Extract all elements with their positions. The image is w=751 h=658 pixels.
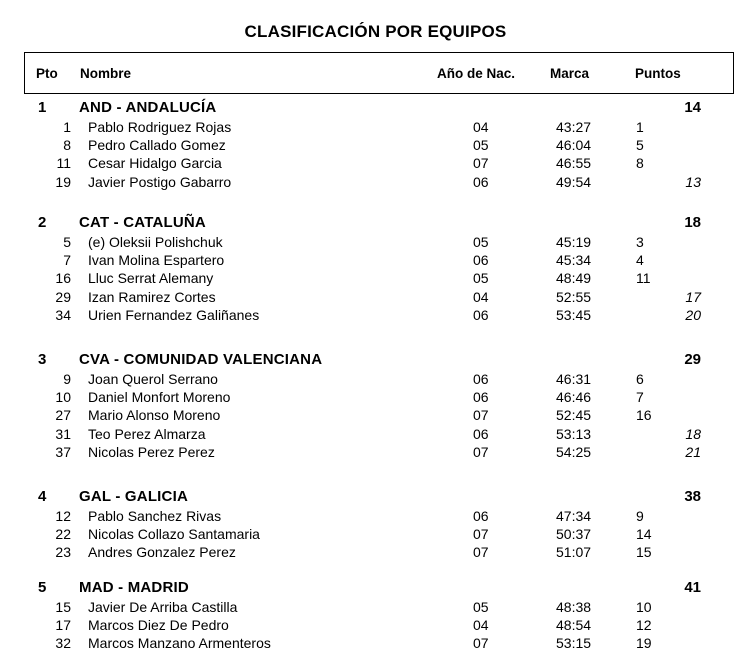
team-block xyxy=(0,214,751,325)
athlete-year: 07 xyxy=(473,526,489,543)
athlete-year: 07 xyxy=(473,635,489,652)
athlete-row xyxy=(0,270,751,288)
athlete-position: 12 xyxy=(55,508,71,524)
athlete-position: 8 xyxy=(63,137,71,154)
athlete-points: 8 xyxy=(636,155,644,172)
athlete-points: 15 xyxy=(636,544,652,561)
athlete-time: 52:55 xyxy=(556,288,592,305)
team-block xyxy=(0,99,751,192)
team-block xyxy=(0,579,751,654)
athlete-row xyxy=(0,544,751,562)
page-title: CLASIFICACIÓN POR EQUIPOS xyxy=(244,22,507,41)
athlete-time: 46:55 xyxy=(556,155,592,172)
team-row xyxy=(0,214,751,234)
athlete-row xyxy=(0,407,751,425)
athlete-time: 46:46 xyxy=(556,389,592,406)
athlete-time: 46:04 xyxy=(556,137,592,154)
athlete-name: Daniel Monfort Moreno xyxy=(88,389,231,406)
athlete-name: Teo Perez Almarza xyxy=(88,425,206,442)
athlete-row xyxy=(0,426,751,444)
athlete-points: 12 xyxy=(636,617,652,634)
athlete-row xyxy=(0,508,751,526)
athlete-time: 53:45 xyxy=(556,306,592,323)
team-row xyxy=(0,351,751,371)
athlete-name: Nicolas Perez Perez xyxy=(88,443,215,460)
team-position: 2 xyxy=(38,214,47,231)
athlete-time: 51:07 xyxy=(556,544,592,561)
team-points: 29 xyxy=(684,351,701,368)
athlete-year: 06 xyxy=(473,508,489,524)
team-points: 14 xyxy=(684,99,701,116)
athlete-name: Ivan Molina Espartero xyxy=(88,252,225,269)
athlete-position: 15 xyxy=(55,599,71,615)
athlete-row xyxy=(0,137,751,155)
athlete-points: 3 xyxy=(636,234,644,250)
athlete-points: 9 xyxy=(636,508,644,524)
athlete-time: 54:25 xyxy=(556,443,592,460)
team-name: CAT - CATALUÑA xyxy=(79,214,206,231)
header-nombre: Nombre xyxy=(80,66,132,81)
athlete-year: 05 xyxy=(473,137,489,154)
athlete-extra-points: 20 xyxy=(685,306,701,323)
athlete-position: 31 xyxy=(55,425,71,442)
team-position: 1 xyxy=(38,99,47,116)
team-position: 3 xyxy=(38,351,47,368)
athlete-name: Nicolas Collazo Santamaria xyxy=(88,526,260,543)
athlete-year: 06 xyxy=(473,371,489,387)
header-marca: Marca xyxy=(550,66,590,81)
team-block xyxy=(0,488,751,563)
athlete-row xyxy=(0,444,751,462)
athlete-extra-points: 17 xyxy=(685,288,701,305)
athlete-extra-points: 21 xyxy=(685,443,701,460)
team-row xyxy=(0,488,751,508)
athlete-position: 17 xyxy=(55,617,71,634)
athlete-name: Urien Fernandez Galiñanes xyxy=(88,306,260,323)
athlete-name: Joan Querol Serrano xyxy=(88,371,218,387)
athlete-name: Pablo Sanchez Rivas xyxy=(88,508,222,524)
athlete-year: 07 xyxy=(473,407,489,424)
athlete-name: Pablo Rodriguez Rojas xyxy=(88,119,232,135)
athlete-points: 1 xyxy=(636,119,644,135)
athlete-name: Marcos Manzano Armenteros xyxy=(88,635,271,652)
athlete-row xyxy=(0,617,751,635)
athlete-points: 7 xyxy=(636,389,644,406)
athlete-year: 05 xyxy=(473,234,489,250)
athlete-position: 16 xyxy=(55,270,71,287)
athlete-row xyxy=(0,389,751,407)
athlete-time: 45:19 xyxy=(556,234,592,250)
athlete-points: 16 xyxy=(636,407,652,424)
athlete-row xyxy=(0,635,751,653)
athlete-year: 04 xyxy=(473,617,489,634)
team-name: AND - ANDALUCÍA xyxy=(79,99,217,116)
athlete-points: 6 xyxy=(636,371,644,387)
athlete-year: 07 xyxy=(473,443,489,460)
athlete-row xyxy=(0,155,751,173)
athlete-name: Lluc Serrat Alemany xyxy=(88,270,214,287)
athlete-points: 5 xyxy=(636,137,644,154)
athlete-time: 49:54 xyxy=(556,173,592,190)
athlete-position: 5 xyxy=(63,234,71,250)
athlete-time: 52:45 xyxy=(556,407,592,424)
team-row xyxy=(0,99,751,119)
athlete-position: 37 xyxy=(55,443,71,460)
athlete-name: Cesar Hidalgo Garcia xyxy=(88,155,222,172)
athlete-year: 04 xyxy=(473,119,489,135)
athlete-row xyxy=(0,119,751,137)
team-points: 38 xyxy=(684,488,701,505)
athlete-row xyxy=(0,371,751,389)
athlete-name: Mario Alonso Moreno xyxy=(88,407,221,424)
athlete-name: Javier De Arriba Castilla xyxy=(88,599,238,615)
athlete-year: 07 xyxy=(473,544,489,561)
team-position: 5 xyxy=(38,579,47,596)
athlete-name: (e) Oleksii Polishchuk xyxy=(88,234,223,250)
athlete-row xyxy=(0,252,751,270)
athlete-row xyxy=(0,307,751,325)
athlete-year: 06 xyxy=(473,425,489,442)
athlete-position: 22 xyxy=(55,526,71,543)
athlete-position: 27 xyxy=(55,407,71,424)
athlete-year: 06 xyxy=(473,306,489,323)
team-block xyxy=(0,351,751,462)
athlete-position: 7 xyxy=(63,252,71,269)
athlete-extra-points: 18 xyxy=(685,425,701,442)
athlete-time: 47:34 xyxy=(556,508,592,524)
athlete-name: Marcos Diez De Pedro xyxy=(88,617,229,634)
athlete-name: Javier Postigo Gabarro xyxy=(88,173,232,190)
athlete-time: 46:31 xyxy=(556,371,592,387)
athlete-time: 45:34 xyxy=(556,252,592,269)
athlete-row xyxy=(0,174,751,192)
athlete-points: 11 xyxy=(636,270,651,287)
athlete-points: 10 xyxy=(636,599,652,615)
team-name: GAL - GALICIA xyxy=(79,488,188,505)
athlete-time: 48:49 xyxy=(556,270,592,287)
athlete-name: Andres Gonzalez Perez xyxy=(88,544,236,561)
athlete-time: 50:37 xyxy=(556,526,592,543)
athlete-position: 10 xyxy=(55,389,71,406)
athlete-position: 19 xyxy=(55,173,71,190)
athlete-year: 05 xyxy=(473,270,489,287)
header-ano-nac: Año de Nac. xyxy=(437,66,516,81)
athlete-time: 53:13 xyxy=(556,425,592,442)
team-points: 18 xyxy=(684,214,701,231)
athlete-position: 29 xyxy=(55,288,71,305)
athlete-year: 06 xyxy=(473,173,489,190)
athlete-position: 1 xyxy=(63,119,71,135)
athlete-row xyxy=(0,234,751,252)
athlete-row xyxy=(0,599,751,617)
team-position: 4 xyxy=(38,488,47,505)
athlete-name: Pedro Callado Gomez xyxy=(88,137,226,154)
team-name: MAD - MADRID xyxy=(79,579,189,596)
header-puntos: Puntos xyxy=(635,66,681,81)
athlete-time: 53:15 xyxy=(556,635,592,652)
athlete-points: 14 xyxy=(636,526,652,543)
athlete-year: 06 xyxy=(473,389,489,406)
header-pto: Pto xyxy=(36,66,58,81)
athlete-row xyxy=(0,289,751,307)
athlete-name: Izan Ramirez Cortes xyxy=(88,288,216,305)
team-name: CVA - COMUNIDAD VALENCIANA xyxy=(79,351,323,368)
athlete-time: 48:54 xyxy=(556,617,592,634)
athlete-year: 05 xyxy=(473,599,489,615)
athlete-position: 11 xyxy=(56,155,71,172)
athlete-row xyxy=(0,526,751,544)
athlete-position: 9 xyxy=(63,371,71,387)
athlete-position: 34 xyxy=(55,306,71,323)
athlete-time: 48:38 xyxy=(556,599,592,615)
athlete-extra-points: 13 xyxy=(685,173,701,190)
athlete-points: 4 xyxy=(636,252,644,269)
athlete-position: 23 xyxy=(55,544,71,561)
table-header xyxy=(24,52,734,94)
athlete-year: 07 xyxy=(473,155,489,172)
team-row xyxy=(0,579,751,599)
athlete-year: 06 xyxy=(473,252,489,269)
athlete-position: 32 xyxy=(55,635,71,652)
athlete-time: 43:27 xyxy=(556,119,592,135)
athlete-points: 19 xyxy=(636,635,652,652)
team-points: 41 xyxy=(684,579,701,596)
athlete-year: 04 xyxy=(473,288,489,305)
